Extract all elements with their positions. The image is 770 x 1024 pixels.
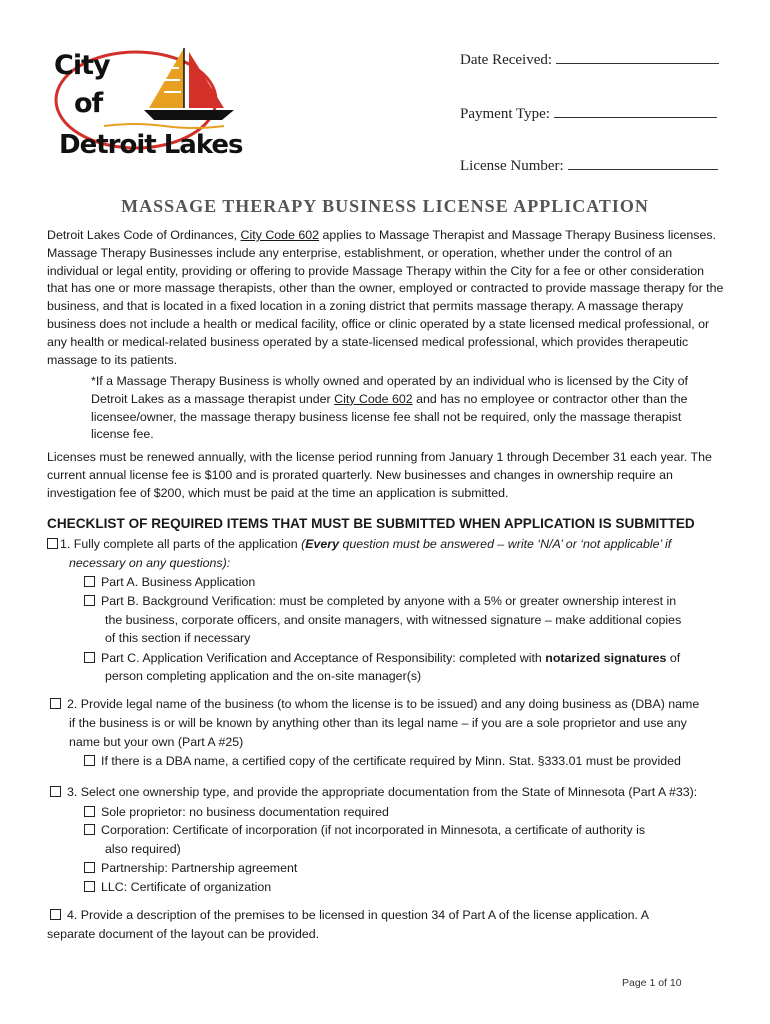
corporation-label-2: also required): [105, 842, 181, 856]
sole-proprietor-item: [84, 803, 389, 822]
partnership-item: [84, 859, 297, 878]
part-c-of: of: [669, 651, 681, 665]
logo-word-detroit-lakes: Detroit Lakes: [59, 130, 243, 160]
item-2-text-1: 2. Provide legal name of the business (to whom the license is to be issued) and any doing business as (DBA) name: [67, 697, 700, 711]
city-code-link[interactable]: City Code 602: [240, 228, 320, 242]
item-2-sub-checkbox[interactable]: [84, 755, 95, 766]
llc-label: LLC: Certificate of organization: [101, 880, 272, 894]
partnership-checkbox[interactable]: [84, 862, 95, 873]
corporation-checkbox[interactable]: [84, 824, 95, 835]
item-1-continuation: necessary on any questions):: [69, 556, 231, 570]
item-1-bold-every: Every: [305, 537, 339, 551]
logo-word-of: of: [74, 88, 103, 119]
note-text-after: and has no employee or contractor other than the licensee/owner, the massage therapy business license fee shall not be required, only the massage therapist license fee.: [91, 391, 688, 442]
part-c-notarized: notarized signatures: [545, 651, 667, 665]
part-b-label-2: the business, corporate officers, and onsite managers, with witnessed signature – make additional copies: [105, 613, 682, 627]
part-c-label-1: Part C. Application Verification and Acceptance of Responsibility: completed with: [101, 651, 542, 665]
intro-text-after: applies to Massage Therapist and Massage Therapy Business licenses. Massage Therapy Businesses include any enterprise, establishment, or operation, whether under the control of an individual or legal entity, providing or offering to provide Massage Therapy within the City for a fee or other consideration that has one or more massage therapists, other than the owner, employed or contracted to provide massage therapy for the business, and that is located in a fixed location in a zoning district that permits massage therapy. A massage therapy business does not include a health or medical facility, office or clinic operated by a state licensed medical professional, or any health or medical-related business operated by a state-licensed medical professional, which provides therapeutic massage to its patients.: [47, 228, 724, 367]
part-a-label: Part A. Business Application: [101, 575, 256, 589]
item-2-sub: [84, 752, 681, 771]
part-b-item: [84, 592, 676, 611]
item-1-paren: (: [301, 537, 306, 551]
partnership-label: Partnership: Partnership agreement: [101, 861, 298, 875]
sole-proprietor-checkbox[interactable]: [84, 806, 95, 817]
license-number-blank[interactable]: [568, 168, 718, 170]
item-4-text-2: separate document of the layout can be provided.: [47, 927, 320, 941]
part-b-checkbox[interactable]: [84, 595, 95, 606]
part-a-checkbox[interactable]: [84, 576, 95, 587]
item-2-text-3: name but your own (Part A #25): [69, 735, 244, 749]
page-number: Page 1 of 10: [622, 977, 682, 989]
corporation-label-1: Corporation: Certificate of incorporation (if not incorporated in Minnesota, a certificate of authority is: [101, 823, 646, 837]
city-code-link-note[interactable]: City Code 602: [334, 391, 413, 406]
date-received-field[interactable]: [460, 52, 719, 69]
item-1-text: 1. Fully complete all parts of the application: [60, 537, 298, 551]
llc-item: [84, 878, 271, 897]
city-logo: [44, 38, 264, 168]
item-4-text-1: 4. Provide a description of the premises to be licensed in question 34 of Part A of the license application. A: [67, 908, 650, 922]
intro-paragraph: [47, 227, 727, 369]
payment-type-field[interactable]: [460, 106, 717, 123]
llc-checkbox[interactable]: [84, 881, 95, 892]
checklist-heading: CHECKLIST OF REQUIRED ITEMS THAT MUST BE SUBMITTED WHEN APPLICATION IS SUBMITTED: [47, 516, 695, 531]
date-received-blank[interactable]: [556, 62, 719, 64]
license-number-field[interactable]: [460, 158, 718, 175]
part-a-item: [84, 573, 255, 592]
part-c-checkbox[interactable]: [84, 652, 95, 663]
checklist-item-4: [50, 906, 649, 925]
logo-word-city: City: [54, 50, 110, 81]
part-c-item: [84, 649, 680, 668]
part-b-label-3: of this section if necessary: [105, 631, 251, 645]
item-2-sub-label: If there is a DBA name, a certified copy of the certificate required by Minn. Stat. §333.01 must be provided: [101, 754, 681, 768]
checklist-item-3: [50, 783, 697, 802]
item-3-text: 3. Select one ownership type, and provide the appropriate documentation from the State of Minnesota (Part A #33):: [67, 785, 698, 799]
payment-type-blank[interactable]: [554, 116, 717, 118]
note-text-before: *If a Massage Therapy Business is wholly owned and operated by an individual who is licensed by the City of Detroit Lakes as a massage therapist under: [91, 374, 688, 406]
corporation-item: [84, 821, 645, 840]
item-3-checkbox[interactable]: [50, 786, 61, 797]
part-c-label-2: person completing application and the on-site manager(s): [105, 669, 422, 683]
item-2-text-2: if the business is or will be known by anything other than its legal name – if you are a sole proprietor and use any: [69, 716, 687, 730]
item-2-checkbox[interactable]: [50, 698, 61, 709]
checklist-item-2: [50, 695, 699, 714]
item-1-checkbox[interactable]: [47, 538, 58, 549]
part-b-label-1: Part B. Background Verification: must be completed by anyone with a 5% or greater ownership interest in: [101, 594, 677, 608]
page-title: MASSAGE THERAPY BUSINESS LICENSE APPLICATION: [121, 196, 649, 216]
checklist-item-1: [47, 535, 671, 554]
date-received-label: Date Received:: [460, 52, 553, 68]
license-number-label: License Number:: [460, 158, 564, 174]
payment-type-label: Payment Type:: [460, 106, 550, 122]
item-4-checkbox[interactable]: [50, 909, 61, 920]
owner-note-paragraph: [91, 373, 711, 444]
renewal-paragraph: Licenses must be renewed annually, with the license period running from January 1 through December 31 each year. The current annual license fee is $100 and is prorated quarterly. New businesses and changes in ownership require an investigation fee of $200, which must be paid at the time an application is submitted.: [47, 450, 712, 500]
intro-text-before: Detroit Lakes Code of Ordinances,: [47, 228, 238, 242]
item-1-italic-text: question must be answered – write ‘N/A’ or ‘not applicable’ if: [342, 537, 672, 551]
sole-proprietor-label: Sole proprietor: no business documentation required: [101, 805, 389, 819]
